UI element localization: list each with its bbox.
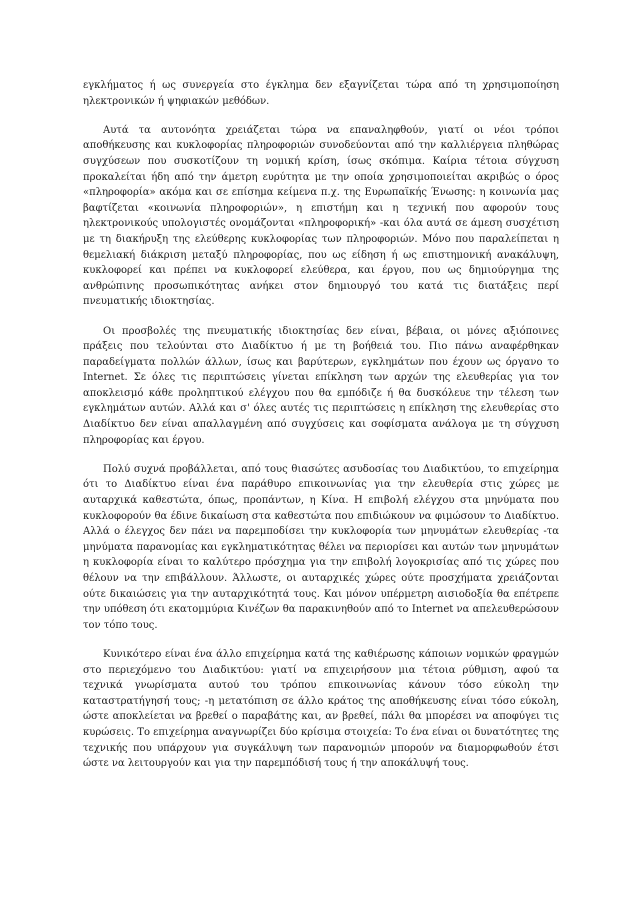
paragraph-3: Οι προσβολές της πνευματικής ιδιοκτησίας δεν είναι, βέβαια, οι μόνες αξιόποινες πράξεις που τελούνται στο Διαδίκτυο ή με τη βοήθειά του. Πιο πάνω αναφέρθηκαν παραδείγματα πολλών άλλων, ίσως και βαρύτερων, εγκλημάτων που έχουν ως όργανο το Internet. Σε όλες τις περιπτώσεις γίνεται επίκληση των αρχών της ελευθερίας για τον αποκλεισμό κάθε προληπτικού ελέγχου που θα εμπόδιζε ή θα δυσκόλευε την τέλεση των εγκλημάτων αυτών. Αλλά και σ' όλες αυτές τις περιπτώσεις η επίκληση της ελευθερίας στο Διαδίκτυο δεν είναι απαλλαγμένη από συγχύσεις και σοφίσματα ανάλογα με τη σύγχυση πληροφορίας και έργου.: [83, 325, 559, 446]
paragraph-4: Πολύ συχνά προβάλλεται, από τους θιασώτες ασυδοσίας του Διαδικτύου, το επιχείρημα ότι το Διαδίκτυο είναι ένα παράθυρο επικοινωνίας για την ελευθερία στις χώρες με αυταρχικά καθεστώτα, όπως, προπάντων, η Κίνα. Η επιβολή ελέγχου στα μηνύματα που κυκλοφορούν θα έδινε δικαίωση στα καθεστώτα που επιδιώκουν να φιμώσουν το Διαδίκτυο. Αλλά ο έλεγχος δεν πάει να παρεμποδίσει την κυκλοφορία των μηνυμάτων ελευθερίας -τα μηνύματα παρανομίας και εγκληματικότητας θέλει να περιορίσει και αυτών των μηνυμάτων η κυκλοφορία είναι το καλύτερο πρόσχημα για την επιβολή λογοκρισίας από τις χώρες που θέλουν να την επιβάλλουν. Άλλωστε, οι αυταρχικές χώρες ούτε προσχήματα χρειάζονται ούτε δικαιώσεις για την αυταρχικότητά τους. Και μόνον υπέρμετρη αισιοδοξία θα επέτρεπε την υπόθεση ότι εκατομμύρια Κινέζων θα παρακινηθούν από το Internet να απελευθερώσουν τον τόπο τους.: [83, 463, 559, 631]
paragraph-5: Κυνικότερο είναι ένα άλλο επιχείρημα κατά της καθιέρωσης κάποιων νομικών φραγμών στο περιεχόμενο του Διαδικτύου: γιατί να επιχειρήσουν μια τέτοια ρύθμιση, αφού τα τεχνικά γνωρίσματα αυτού του τρόπου επικοινωνίας κάνουν τόσο εύκολη την καταστρατήγησή τους; -η μετατόπιση σε άλλο κράτος της αποθήκευσης είναι τόσο εύκολη, ώστε αποκλείεται να βρεθεί ο παραβάτης και, αν βρεθεί, πάλι θα μπορέσει να αποφύγει τις κυρώσεις. Το επιχείρημα αναγνωρίζει δύο κρίσιμα στοιχεία: Το ένα είναι οι δυνατότητες της τεχνικής που υπάρχουν για συγκάλυψη των παρανομιών μπορούν να διαμορφωθούν έτσι ώστε να λειτουργούν και για την παρεμπόδισή τους ή την αποκάλυψή τους.: [83, 648, 559, 770]
body-text: [83, 78, 559, 785]
paragraph-2: Αυτά τα αυτονόητα χρειάζεται τώρα να επαναληφθούν, γιατί οι νέοι τρόποι αποθήκευσης και κυκλοφορίας πληροφοριών συνοδεύονται από την καλλιέργεια πληθώρας συγχύσεων που συσκοτίζουν τη νομική κρίση, ίσως σκόπιμα. Καίρια τέτοια σύγχυση προκαλείται ήδη από την άμετρη ευρύτητα με την οποία χρησιμοποιείται ακριβώς ο όρος «πληροφορία» ακόμα και σε επίσημα κείμενα π.χ. της Ευρωπαϊκής Ένωσης: η κοινωνία μας βαφτίζεται «κοινωνία πληροφοριών», η επιστήμη και η τεχνική που αφορούν τους ηλεκτρονικούς υπολογιστές ονομάζονται «πληροφορική» -και όλα αυτά σε άμεση συσχέτιση με τη διακήρυξη της ελεύθερης κυκλοφορίας των πληροφοριών. Μόνο που παραλείπεται η θεμελιακή διάκριση μεταξύ πληροφορίας, που ως είδηση ή ως επιστημονική ανακάλυψη, κυκλοφορεί και πρέπει να κυκλοφορεί ελεύθερα, και έργου, που ως δημιούργημα της ανθρώπινης προσωπικότητας ανήκει στον δημιουργό του κατά τις διατάξεις περί πνευματικής ιδιοκτησίας.: [83, 124, 559, 308]
paragraph-continuation: εγκλήματος ή ως συνεργεία στο έγκλημα δεν εξαγνίζεται τώρα από τη χρησιμοποίηση ηλεκτρονικών ή ψηφιακών μεθόδων.: [83, 80, 559, 107]
